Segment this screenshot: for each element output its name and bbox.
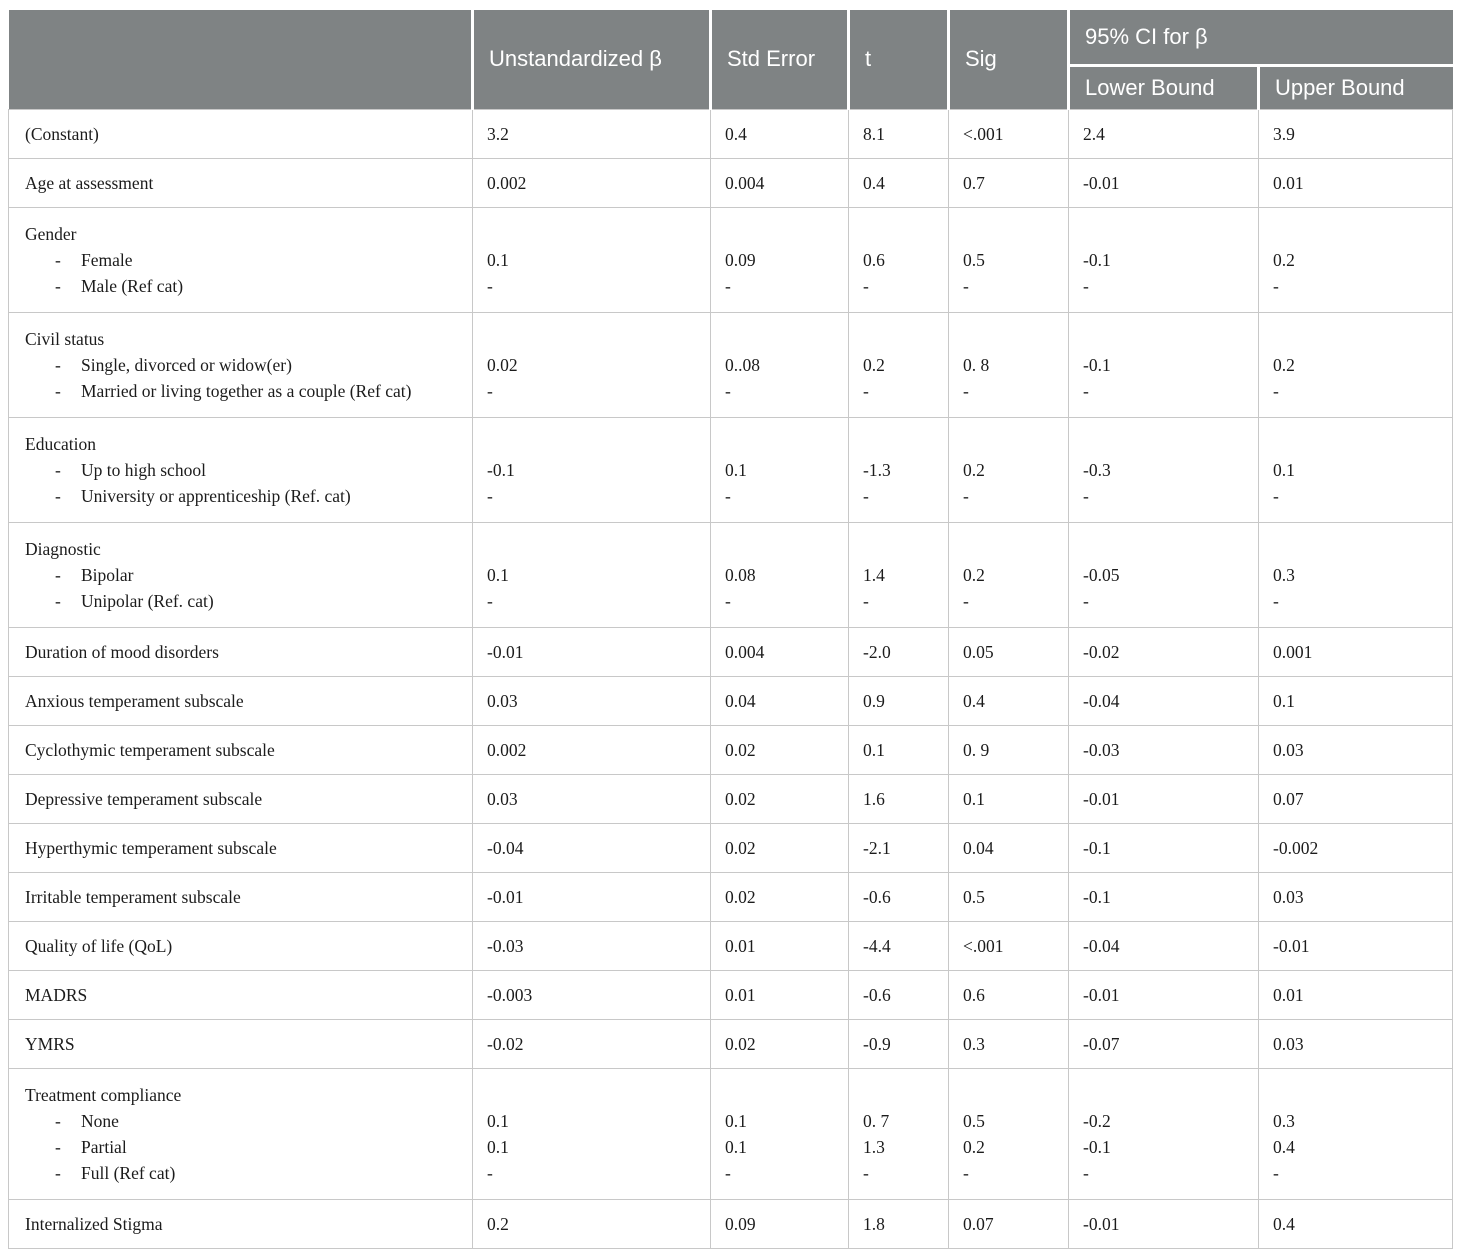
value-spacer bbox=[1083, 1082, 1248, 1108]
value-cell bbox=[711, 417, 849, 522]
value-line: - bbox=[725, 485, 731, 506]
value-line: - bbox=[863, 380, 869, 401]
value-line: - bbox=[1083, 590, 1089, 611]
value-cell: 0.02 bbox=[711, 774, 849, 823]
value-cell bbox=[473, 417, 711, 522]
row-label-cell bbox=[9, 522, 473, 627]
value-cell: 1.6 bbox=[849, 774, 949, 823]
row-label-cell: (Constant) bbox=[9, 109, 473, 158]
value-spacer bbox=[1273, 431, 1442, 457]
value-line: - bbox=[487, 380, 493, 401]
value-spacer bbox=[863, 431, 938, 457]
row-group-item bbox=[25, 378, 462, 404]
value-line: - bbox=[863, 1162, 869, 1183]
header-unstandardized-beta: Unstandardized β bbox=[473, 10, 711, 109]
value-line: - bbox=[863, 485, 869, 506]
value-cell: -0.01 bbox=[473, 627, 711, 676]
item-label: Unipolar (Ref. cat) bbox=[81, 590, 214, 611]
list-dash: - bbox=[55, 1110, 61, 1131]
value-line: 0.4 bbox=[1273, 1136, 1295, 1157]
value-cell: 0.004 bbox=[711, 627, 849, 676]
value-cell: 0.03 bbox=[1259, 1019, 1453, 1068]
table-row bbox=[9, 417, 1453, 522]
regression-table-container bbox=[8, 10, 1452, 1249]
results-table bbox=[8, 10, 1453, 1249]
row-group-title: Treatment compliance bbox=[25, 1084, 182, 1105]
row-group-item bbox=[25, 273, 462, 299]
value-line: - bbox=[963, 1162, 969, 1183]
item-label: None bbox=[81, 1110, 119, 1131]
value-cell: 0.04 bbox=[711, 676, 849, 725]
value-line: - bbox=[1083, 380, 1089, 401]
value-cell bbox=[849, 522, 949, 627]
value-cell: -0.02 bbox=[1069, 627, 1259, 676]
value-cell: 0.6 bbox=[949, 970, 1069, 1019]
value-cell bbox=[711, 312, 849, 417]
value-cell: -0.6 bbox=[849, 872, 949, 921]
value-line: - bbox=[1273, 1162, 1279, 1183]
value-cell: 3.9 bbox=[1259, 109, 1453, 158]
header-ci-group: 95% CI for β bbox=[1069, 10, 1453, 65]
value-line: - bbox=[1273, 590, 1279, 611]
value-spacer bbox=[863, 221, 938, 247]
value-cell bbox=[711, 522, 849, 627]
row-label-cell: Age at assessment bbox=[9, 158, 473, 207]
value-spacer bbox=[487, 1082, 700, 1108]
value-spacer bbox=[725, 326, 838, 352]
value-cell bbox=[849, 312, 949, 417]
table-row bbox=[9, 1068, 1453, 1199]
row-group-item bbox=[25, 1134, 462, 1160]
header-t: t bbox=[849, 10, 949, 109]
row-group-title: Gender bbox=[25, 223, 77, 244]
value-spacer bbox=[487, 431, 700, 457]
value-cell bbox=[949, 522, 1069, 627]
value-cell bbox=[1259, 312, 1453, 417]
value-spacer bbox=[1273, 326, 1442, 352]
value-line: -0.3 bbox=[1083, 459, 1111, 480]
value-line: 1.4 bbox=[863, 564, 885, 585]
value-cell: 0.4 bbox=[949, 676, 1069, 725]
table-header bbox=[9, 10, 1453, 109]
value-spacer bbox=[963, 431, 1058, 457]
list-dash: - bbox=[55, 459, 61, 480]
row-label-cell: Hyperthymic temperament subscale bbox=[9, 823, 473, 872]
value-cell: -0.01 bbox=[1069, 1199, 1259, 1248]
value-line: - bbox=[725, 275, 731, 296]
value-line: 0.2 bbox=[963, 459, 985, 480]
value-line: - bbox=[725, 1162, 731, 1183]
table-body bbox=[9, 109, 1453, 1248]
row-group-item bbox=[25, 562, 462, 588]
header-lower-bound: Lower Bound bbox=[1069, 65, 1259, 109]
value-cell: -0.003 bbox=[473, 970, 711, 1019]
value-spacer bbox=[487, 536, 700, 562]
value-cell: 0.1 bbox=[849, 725, 949, 774]
value-line: 0.5 bbox=[963, 1110, 985, 1131]
value-spacer bbox=[1273, 536, 1442, 562]
value-cell: -0.01 bbox=[473, 872, 711, 921]
value-cell: -2.0 bbox=[849, 627, 949, 676]
value-line: 0.2 bbox=[1273, 249, 1295, 270]
row-group-item bbox=[25, 588, 462, 614]
value-line: 0.1 bbox=[487, 564, 509, 585]
value-line: - bbox=[1083, 485, 1089, 506]
value-cell: -0.04 bbox=[1069, 921, 1259, 970]
table-row bbox=[9, 970, 1453, 1019]
value-line: - bbox=[1273, 485, 1279, 506]
value-cell: 8.1 bbox=[849, 109, 949, 158]
value-cell bbox=[1259, 207, 1453, 312]
list-dash: - bbox=[55, 380, 61, 401]
item-label: Full (Ref cat) bbox=[81, 1162, 176, 1183]
value-cell bbox=[473, 312, 711, 417]
value-cell: 0. 9 bbox=[949, 725, 1069, 774]
value-line: 0.08 bbox=[725, 564, 756, 585]
value-cell bbox=[711, 1068, 849, 1199]
value-spacer bbox=[963, 536, 1058, 562]
value-cell: 0.01 bbox=[1259, 970, 1453, 1019]
item-label: Female bbox=[81, 249, 133, 270]
value-spacer bbox=[725, 1082, 838, 1108]
table-row bbox=[9, 725, 1453, 774]
row-label-cell: Depressive temperament subscale bbox=[9, 774, 473, 823]
value-cell bbox=[849, 1068, 949, 1199]
value-spacer bbox=[863, 536, 938, 562]
value-line: - bbox=[725, 380, 731, 401]
table-row bbox=[9, 1019, 1453, 1068]
table-row bbox=[9, 872, 1453, 921]
value-line: 0.02 bbox=[487, 354, 518, 375]
value-cell: -0.03 bbox=[1069, 725, 1259, 774]
value-cell: 0.07 bbox=[1259, 774, 1453, 823]
value-cell: 0.01 bbox=[1259, 158, 1453, 207]
row-label-cell: YMRS bbox=[9, 1019, 473, 1068]
value-line: - bbox=[1273, 275, 1279, 296]
value-line: -1.3 bbox=[863, 459, 891, 480]
value-line: - bbox=[487, 1162, 493, 1183]
value-spacer bbox=[1083, 221, 1248, 247]
value-spacer bbox=[1083, 326, 1248, 352]
row-group-item bbox=[25, 247, 462, 273]
table-row bbox=[9, 627, 1453, 676]
item-label: Single, divorced or widow(er) bbox=[81, 354, 292, 375]
table-row bbox=[9, 676, 1453, 725]
header-upper-bound: Upper Bound bbox=[1259, 65, 1453, 109]
value-line: 0.3 bbox=[1273, 564, 1295, 585]
row-group-item bbox=[25, 1108, 462, 1134]
value-line: - bbox=[487, 275, 493, 296]
value-cell: 0.02 bbox=[711, 725, 849, 774]
row-label-cell: Anxious temperament subscale bbox=[9, 676, 473, 725]
value-cell: -0.1 bbox=[1069, 872, 1259, 921]
item-label: Bipolar bbox=[81, 564, 134, 585]
value-cell bbox=[1259, 1068, 1453, 1199]
value-line: - bbox=[863, 590, 869, 611]
value-spacer bbox=[1273, 1082, 1442, 1108]
value-spacer bbox=[725, 431, 838, 457]
row-label-cell bbox=[9, 312, 473, 417]
value-spacer bbox=[1083, 536, 1248, 562]
value-line: - bbox=[487, 590, 493, 611]
value-cell: -0.07 bbox=[1069, 1019, 1259, 1068]
value-cell bbox=[1069, 1068, 1259, 1199]
value-cell: 0.02 bbox=[711, 872, 849, 921]
item-label: Up to high school bbox=[81, 459, 206, 480]
value-cell bbox=[949, 207, 1069, 312]
value-line: 0.2 bbox=[963, 564, 985, 585]
value-cell: 0.1 bbox=[949, 774, 1069, 823]
value-line: - bbox=[1083, 275, 1089, 296]
header-sig: Sig bbox=[949, 10, 1069, 109]
value-cell: 2.4 bbox=[1069, 109, 1259, 158]
value-cell: 0.4 bbox=[849, 158, 949, 207]
value-line: -0.1 bbox=[1083, 1136, 1111, 1157]
value-cell bbox=[473, 522, 711, 627]
value-cell bbox=[1069, 207, 1259, 312]
item-label: Married or living together as a couple (Ref cat) bbox=[81, 380, 412, 401]
value-cell: 0.07 bbox=[949, 1199, 1069, 1248]
value-cell: 0.03 bbox=[1259, 725, 1453, 774]
value-cell: -0.002 bbox=[1259, 823, 1453, 872]
table-row bbox=[9, 522, 1453, 627]
value-spacer bbox=[863, 1082, 938, 1108]
row-label-cell: Internalized Stigma bbox=[9, 1199, 473, 1248]
row-group-title: Civil status bbox=[25, 328, 105, 349]
table-row bbox=[9, 774, 1453, 823]
value-line: 0.1 bbox=[487, 1110, 509, 1131]
value-cell bbox=[1069, 417, 1259, 522]
value-spacer bbox=[487, 326, 700, 352]
table-row bbox=[9, 1199, 1453, 1248]
value-cell: -2.1 bbox=[849, 823, 949, 872]
row-label-cell bbox=[9, 1068, 473, 1199]
table-row bbox=[9, 921, 1453, 970]
value-cell: 0.9 bbox=[849, 676, 949, 725]
value-cell bbox=[949, 312, 1069, 417]
table-row bbox=[9, 109, 1453, 158]
value-line: - bbox=[725, 590, 731, 611]
value-cell: -0.9 bbox=[849, 1019, 949, 1068]
value-cell: 0.004 bbox=[711, 158, 849, 207]
value-cell: 0.03 bbox=[1259, 872, 1453, 921]
table-row bbox=[9, 158, 1453, 207]
row-group-item bbox=[25, 352, 462, 378]
value-line: -0.1 bbox=[1083, 354, 1111, 375]
value-line: 0.2 bbox=[963, 1136, 985, 1157]
value-cell: -0.04 bbox=[473, 823, 711, 872]
value-cell: <.001 bbox=[949, 109, 1069, 158]
value-cell: -0.6 bbox=[849, 970, 949, 1019]
value-spacer bbox=[863, 326, 938, 352]
value-line: 0..08 bbox=[725, 354, 760, 375]
row-label-cell: Quality of life (QoL) bbox=[9, 921, 473, 970]
item-label: Partial bbox=[81, 1136, 127, 1157]
value-cell: 0.01 bbox=[711, 921, 849, 970]
value-cell: 0.5 bbox=[949, 872, 1069, 921]
value-cell: 0.002 bbox=[473, 725, 711, 774]
value-cell bbox=[1259, 417, 1453, 522]
value-cell: 0.02 bbox=[711, 823, 849, 872]
item-label: Male (Ref cat) bbox=[81, 275, 184, 296]
item-label: University or apprenticeship (Ref. cat) bbox=[81, 485, 351, 506]
value-cell: 0.01 bbox=[711, 970, 849, 1019]
value-cell bbox=[1259, 522, 1453, 627]
value-line: - bbox=[1273, 380, 1279, 401]
list-dash: - bbox=[55, 354, 61, 375]
value-cell: -0.01 bbox=[1069, 774, 1259, 823]
list-dash: - bbox=[55, 1136, 61, 1157]
value-line: -0.1 bbox=[487, 459, 515, 480]
value-spacer bbox=[725, 536, 838, 562]
value-cell: 0.1 bbox=[1259, 676, 1453, 725]
value-line: 0.6 bbox=[863, 249, 885, 270]
value-line: - bbox=[963, 485, 969, 506]
value-cell: 0.002 bbox=[473, 158, 711, 207]
table-row bbox=[9, 207, 1453, 312]
row-group-title: Diagnostic bbox=[25, 538, 101, 559]
value-cell bbox=[949, 417, 1069, 522]
value-cell: 0.001 bbox=[1259, 627, 1453, 676]
value-line: 0. 7 bbox=[863, 1110, 890, 1131]
value-cell: 0.7 bbox=[949, 158, 1069, 207]
value-cell: -0.03 bbox=[473, 921, 711, 970]
value-line: -0.05 bbox=[1083, 564, 1120, 585]
header-row-label bbox=[9, 10, 473, 109]
row-group-item bbox=[25, 483, 462, 509]
value-cell: <.001 bbox=[949, 921, 1069, 970]
value-cell: 0.4 bbox=[711, 109, 849, 158]
value-spacer bbox=[1273, 221, 1442, 247]
list-dash: - bbox=[55, 485, 61, 506]
value-line: - bbox=[863, 275, 869, 296]
value-line: - bbox=[963, 275, 969, 296]
value-line: 0.09 bbox=[725, 249, 756, 270]
value-cell bbox=[1069, 522, 1259, 627]
table-row bbox=[9, 312, 1453, 417]
value-cell bbox=[849, 207, 949, 312]
value-line: -0.1 bbox=[1083, 249, 1111, 270]
value-line: 0.5 bbox=[963, 249, 985, 270]
list-dash: - bbox=[55, 275, 61, 296]
value-cell bbox=[1069, 312, 1259, 417]
value-cell: 0.2 bbox=[473, 1199, 711, 1248]
list-dash: - bbox=[55, 249, 61, 270]
value-cell: 0.09 bbox=[711, 1199, 849, 1248]
value-spacer bbox=[1083, 431, 1248, 457]
value-cell: 0.4 bbox=[1259, 1199, 1453, 1248]
row-group-item bbox=[25, 1160, 462, 1186]
value-cell: -0.01 bbox=[1069, 970, 1259, 1019]
value-cell bbox=[711, 207, 849, 312]
row-label-cell: Irritable temperament subscale bbox=[9, 872, 473, 921]
value-line: 0.2 bbox=[1273, 354, 1295, 375]
value-cell: 0.03 bbox=[473, 676, 711, 725]
row-label-cell bbox=[9, 207, 473, 312]
value-cell: 0.02 bbox=[711, 1019, 849, 1068]
value-line: - bbox=[1083, 1162, 1089, 1183]
list-dash: - bbox=[55, 564, 61, 585]
value-cell: -0.04 bbox=[1069, 676, 1259, 725]
value-cell: -0.01 bbox=[1069, 158, 1259, 207]
value-spacer bbox=[963, 1082, 1058, 1108]
row-group-title: Education bbox=[25, 433, 96, 454]
value-line: - bbox=[963, 380, 969, 401]
value-cell: -4.4 bbox=[849, 921, 949, 970]
value-line: 0.2 bbox=[863, 354, 885, 375]
row-group-item bbox=[25, 457, 462, 483]
value-cell bbox=[949, 1068, 1069, 1199]
value-cell: 0.3 bbox=[949, 1019, 1069, 1068]
value-line: - bbox=[963, 590, 969, 611]
row-label-cell: MADRS bbox=[9, 970, 473, 1019]
value-cell: 0.03 bbox=[473, 774, 711, 823]
value-cell bbox=[849, 417, 949, 522]
value-cell: 0.05 bbox=[949, 627, 1069, 676]
value-cell: -0.02 bbox=[473, 1019, 711, 1068]
row-label-cell bbox=[9, 417, 473, 522]
value-cell: -0.1 bbox=[1069, 823, 1259, 872]
value-line: 0.1 bbox=[487, 1136, 509, 1157]
value-line: -0.2 bbox=[1083, 1110, 1111, 1131]
value-line: 0.1 bbox=[725, 459, 747, 480]
value-cell: 0.04 bbox=[949, 823, 1069, 872]
value-spacer bbox=[725, 221, 838, 247]
table-row bbox=[9, 823, 1453, 872]
header-row-1 bbox=[9, 10, 1453, 65]
value-cell: 3.2 bbox=[473, 109, 711, 158]
value-cell bbox=[473, 207, 711, 312]
value-line: 0.1 bbox=[725, 1136, 747, 1157]
value-spacer bbox=[963, 221, 1058, 247]
value-line: 0. 8 bbox=[963, 354, 990, 375]
value-line: 1.3 bbox=[863, 1136, 885, 1157]
row-label-cell: Duration of mood disorders bbox=[9, 627, 473, 676]
list-dash: - bbox=[55, 1162, 61, 1183]
value-cell: -0.01 bbox=[1259, 921, 1453, 970]
value-spacer bbox=[963, 326, 1058, 352]
value-line: - bbox=[487, 485, 493, 506]
value-line: 0.1 bbox=[1273, 459, 1295, 480]
value-cell bbox=[473, 1068, 711, 1199]
value-cell: 1.8 bbox=[849, 1199, 949, 1248]
value-line: 0.3 bbox=[1273, 1110, 1295, 1131]
header-std-error: Std Error bbox=[711, 10, 849, 109]
list-dash: - bbox=[55, 590, 61, 611]
value-line: 0.1 bbox=[487, 249, 509, 270]
row-label-cell: Cyclothymic temperament subscale bbox=[9, 725, 473, 774]
value-line: 0.1 bbox=[725, 1110, 747, 1131]
value-spacer bbox=[487, 221, 700, 247]
